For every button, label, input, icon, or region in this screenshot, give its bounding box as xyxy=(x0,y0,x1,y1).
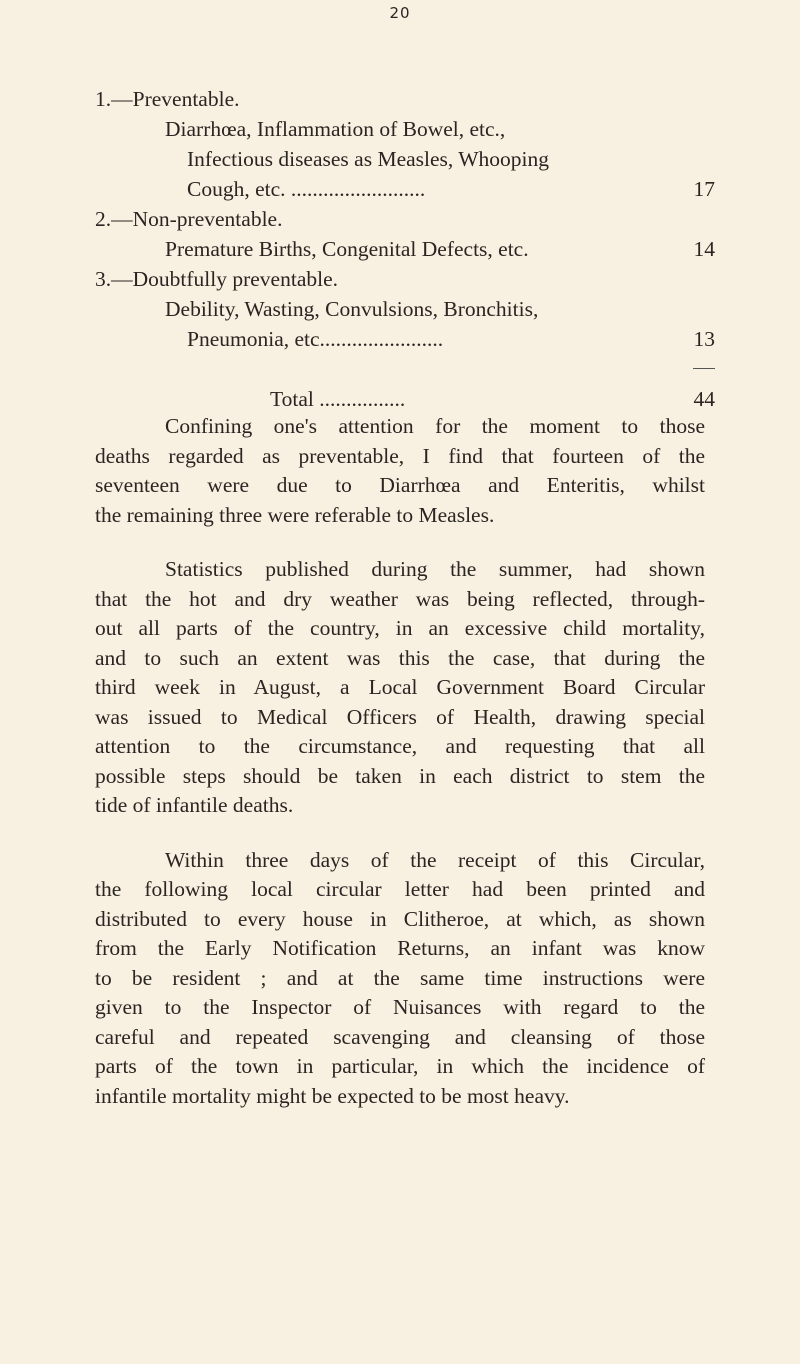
text-line: attention to the circumstance, and requesting that all xyxy=(95,734,705,758)
text-line: tide of infantile deaths. xyxy=(95,793,294,817)
body-text xyxy=(95,412,705,1136)
text-line: parts of the town in particular, in which the incidence of xyxy=(95,1054,705,1078)
paragraph xyxy=(95,846,705,1112)
rule-row xyxy=(95,354,715,384)
text-line: the following local circular letter had been printed and xyxy=(95,877,705,901)
text-line: out all parts of the country, in an excessive child mortality, xyxy=(95,616,705,640)
sum-rule xyxy=(693,368,715,369)
paragraph xyxy=(95,555,705,821)
text-line: the remaining three were referable to Measles. xyxy=(95,502,495,527)
text-line: infantile mortality might be expected to be most heavy. xyxy=(95,1083,570,1108)
text-line: that the hot and dry weather was being reflected, through- xyxy=(95,586,705,611)
list-line: Infectious diseases as Measles, Whooping xyxy=(187,147,550,171)
list-line: Pneumonia, etc....................... xyxy=(187,327,444,351)
text-line: third week in August, a Local Government Board Circular xyxy=(95,675,705,699)
paragraph xyxy=(95,412,705,530)
list-line: Debility, Wasting, Convulsions, Bronchitis, xyxy=(165,297,539,321)
list-item-row xyxy=(95,324,715,354)
text-line: Confining one's attention for the moment to those xyxy=(165,414,705,438)
text-line: Within three days of the receipt of this Circular, xyxy=(165,847,705,872)
list-line: Premature Births, Congenital Defects, etc. xyxy=(165,237,529,261)
count-value: 14 xyxy=(693,237,715,261)
list-line: Diarrhœa, Inflammation of Bowel, etc., xyxy=(165,117,506,141)
total-value: 44 xyxy=(693,387,715,411)
count-value: 17 xyxy=(693,177,715,201)
text-line: distributed to every house in Clitheroe, at which, as shown xyxy=(95,906,705,931)
total-label: Total ................ xyxy=(270,387,406,411)
list-heading: 1.—Preventable. xyxy=(95,87,240,111)
text-line: and to such an extent was this the case, that during the xyxy=(95,645,705,670)
text-line: possible steps should be taken in each district to stem the xyxy=(95,763,705,788)
list-item-row xyxy=(95,234,715,264)
list-item-row xyxy=(95,174,715,204)
count-value: 13 xyxy=(693,327,715,351)
text-line: careful and repeated scavenging and cleansing of those xyxy=(95,1024,705,1049)
text-line: Statistics published during the summer, had shown xyxy=(165,557,705,581)
text-line: to be resident ; and at the same time instructions were xyxy=(95,965,705,990)
page-number: 20 xyxy=(389,4,411,22)
list-heading: 2.—Non-preventable. xyxy=(95,207,283,231)
text-line: deaths regarded as preventable, I find that fourteen of the xyxy=(95,443,705,468)
list-line: Cough, etc. ......................... xyxy=(187,177,426,201)
text-line: seventeen were due to Diarrhœa and Enteritis, whilst xyxy=(95,473,705,497)
text-line: given to the Inspector of Nuisances with regard to the xyxy=(95,995,705,1019)
text-line: from the Early Notification Returns, an infant was know xyxy=(95,936,705,960)
death-classification-list xyxy=(95,84,715,414)
total-row xyxy=(95,384,715,414)
text-line: was issued to Medical Officers of Health, drawing special xyxy=(95,704,705,729)
list-heading: 3.—Doubtfully preventable. xyxy=(95,267,339,291)
